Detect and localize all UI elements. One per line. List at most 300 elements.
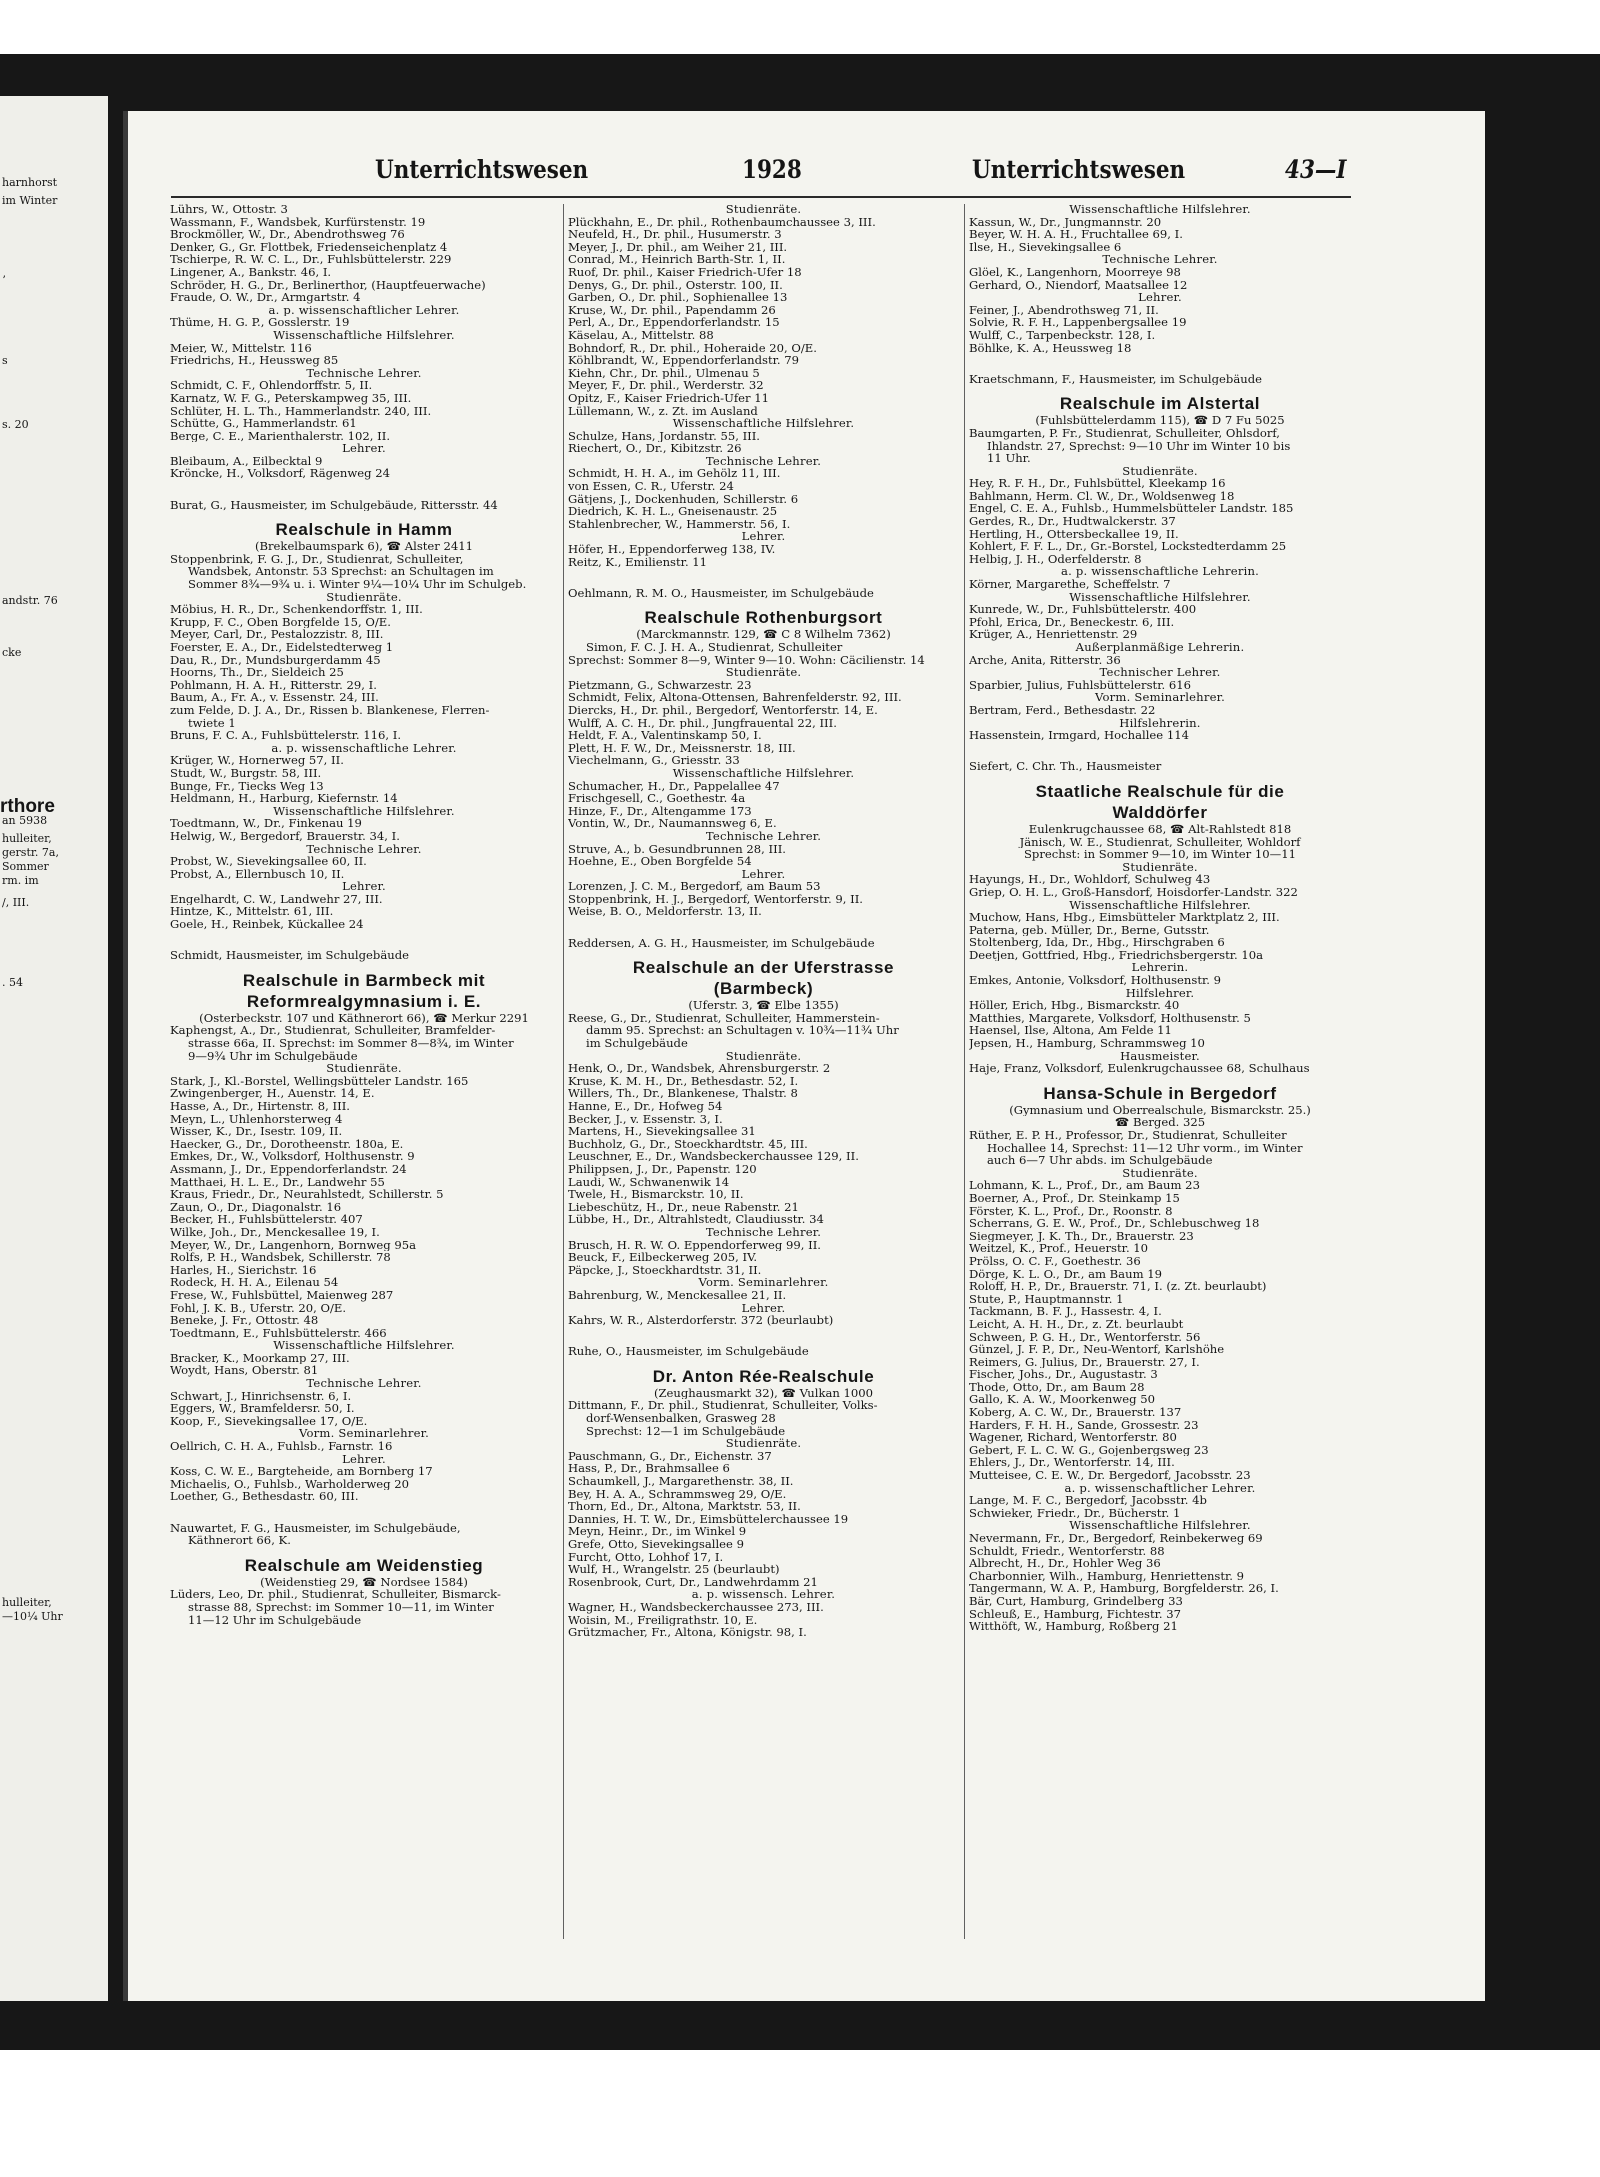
entry-line: Assmann, J., Dr., Eppendorferlandstr. 24 [170, 1162, 407, 1176]
school-title: Realschule an der Uferstrasse [632, 958, 895, 978]
entry-line: Haensel, Ilse, Altona, Am Felde 11 [969, 1024, 1172, 1038]
left-page-fragment: gerstr. 7a, [2, 846, 59, 859]
entry-line: Meyer, F., Dr. phil., Werderstr. 32 [568, 379, 764, 392]
entry-line: Zaun, O., Dr., Diagonalstr. 16 [170, 1200, 342, 1214]
entry-line: Martens, H., Sievekingsallee 31 [568, 1125, 756, 1138]
entry-line: Diedrich, K. H. L., Gneisenaustr. 25 [568, 505, 778, 518]
entry-line: Tangermann, W. A. P., Hamburg, Borgfelderstr. 26, I. [969, 1582, 1279, 1595]
left-page-fragment: an 5938 [2, 814, 48, 827]
category-heading: Wissenschaftliche Hilfslehrer. [1069, 1519, 1251, 1532]
entry-line: Reitz, K., Emilienstr. 11 [568, 555, 708, 569]
entry-line: Käselau, A., Mittelstr. 88 [568, 328, 714, 342]
school-title: Realschule am Weidenstieg [244, 1555, 484, 1575]
school-title: (Barmbeck) [713, 979, 814, 999]
entry-line: Leuschner, E., Dr., Wandsbeckerchaussee 129, II. [568, 1150, 859, 1163]
entry-line: Charbonnier, Wilh., Hamburg, Henriettenstr. 9 [969, 1569, 1245, 1583]
entry-line: Becker, H., Fuhlsbüttelerstr. 407 [170, 1213, 363, 1226]
entry-line: Sprechst: Sommer 8—9, Winter 9—10. Wohn: Cäcilienstr. 14 [568, 653, 925, 667]
left-page-fragment: andstr. 76 [2, 594, 58, 607]
entry-line: Reimers, G. Julius, Dr., Brauerstr. 27, I. [969, 1355, 1200, 1369]
school-address: (Brekelbaumspark 6), ☎ Alster 2411 [254, 540, 474, 553]
school-title: Realschule in Barmbeck mit [242, 970, 486, 990]
entry-line: Emkes, Dr., W., Volksdorf, Holthusenstr. 9 [170, 1150, 415, 1163]
entry-line: Arche, Anita, Ritterstr. 36 [969, 653, 1121, 667]
category-heading: Vorm. Seminarlehrer. [1094, 691, 1225, 704]
entry-line: Schumacher, H., Dr., Pappelallee 47 [568, 779, 780, 793]
entry-line: Bertram, Ferd., Bethesdastr. 22 [969, 703, 1156, 717]
entry-line: Fraude, O. W., Dr., Armgartstr. 4 [170, 291, 361, 304]
entry-line: Vontin, W., Dr., Naumannsweg 6, E. [568, 817, 777, 830]
entry-line: Beuck, F., Eilbeckerweg 205, IV. [568, 1251, 758, 1264]
entry-line: Jepsen, H., Hamburg, Schrammsweg 10 [969, 1037, 1205, 1050]
spacer [170, 480, 558, 493]
entry-line: Rüther, E. P. H., Professor, Dr., Studienrat, Schulleiter [969, 1129, 1287, 1142]
entry-continuation: twiete 1 [188, 716, 236, 730]
column-3 [969, 203, 1351, 1633]
entry-line: Rodeck, H. H. A., Eilenau 54 [170, 1276, 339, 1289]
school-title: Walddörfer [1112, 802, 1208, 822]
entry-line: Harles, H., Sierichstr. 16 [170, 1263, 317, 1277]
entry-line: Ruof, Dr. phil., Kaiser Friedrich-Ufer 18 [568, 265, 802, 279]
category-heading: Studienräte. [725, 1049, 802, 1063]
entry-line: Lange, M. F. C., Bergedorf, Jacobsstr. 4b [969, 1494, 1207, 1507]
entry-line: Weitzel, K., Prof., Heuerstr. 10 [969, 1242, 1149, 1255]
spacer [568, 1327, 959, 1340]
entry-line: Dau, R., Dr., Mundsburgerdamm 45 [170, 653, 381, 667]
category-heading: Wissenschaftliche Hilfslehrer. [273, 1339, 455, 1352]
entry-line: Wulff, C., Tarpenbeckstr. 128, I. [969, 328, 1156, 342]
entry-continuation: 9—9¾ Uhr im Schulgebäude [188, 1049, 358, 1063]
category-heading: Studienräte. [725, 666, 802, 679]
entry-line: Meyer, Carl, Dr., Pestalozzistr. 8, III. [170, 628, 384, 641]
entry-line: Meyer, J., Dr. phil., am Weiher 21, III. [568, 240, 788, 254]
category-heading: a. p. wissenschaftliche Lehrer. [271, 741, 457, 755]
entry-line: Haecker, G., Dr., Dorotheenstr. 180a, E. [170, 1137, 404, 1151]
school-title: Realschule Rothenburgsort [644, 608, 883, 628]
left-page-fragment: s [2, 354, 8, 367]
entry-line: Böhlke, K. A., Heussweg 18 [969, 341, 1132, 355]
entry-continuation: Sommer 8¾—9¾ u. i. Winter 9¼—10¼ Uhr im Schulgeb. [188, 578, 527, 591]
entry-line: Lohmann, K. L., Prof., Dr., am Baum 23 [969, 1179, 1200, 1192]
entry-line: Päpcke, J., Stoeckhardtstr. 31, II. [568, 1263, 762, 1277]
entry-line: Plett, H. F. W., Dr., Meissnerstr. 18, III. [568, 741, 796, 755]
entry-line: Dörge, K. L. O., Dr., am Baum 19 [969, 1267, 1162, 1281]
entry-line: Kruse, K. M. H., Dr., Bethesdastr. 52, I. [568, 1074, 799, 1088]
category-heading: Wissenschaftliche Hilfslehrer. [672, 766, 855, 780]
entry-line: Hinze, F., Dr., Altengamme 173 [568, 804, 752, 818]
entry-line: Schmidt, Hausmeister, im Schulgebäude [170, 949, 409, 962]
entry-line: Laudi, W., Schwanenwik 14 [568, 1175, 730, 1189]
school-address: (Zeughausmarkt 32), ☎ Vulkan 1000 [653, 1386, 874, 1400]
entry-line: Brockmöller, W., Dr., Abendrothsweg 76 [170, 228, 405, 241]
entry-line: Twele, H., Bismarckstr. 10, II. [568, 1188, 744, 1201]
school-address: Jänisch, W. E., Studienrat, Schulleiter, Wohldorf [1019, 835, 1301, 849]
entry-line: Leicht, A. H. H., Dr., z. Zt. beurlaubt [969, 1317, 1184, 1331]
category-heading: Technische Lehrer. [306, 842, 422, 856]
category-heading: Technische Lehrer. [306, 1377, 422, 1390]
category-heading: Technische Lehrer. [306, 366, 422, 380]
entry-line: Eggers, W., Bramfeldersr. 50, I. [170, 1402, 355, 1415]
left-page-fragment: rthore [0, 796, 55, 817]
category-heading: a. p. wissensch. Lehrer. [691, 1588, 836, 1601]
entry-line: Kiehn, Chr., Dr. phil., Ulmenau 5 [568, 366, 760, 380]
category-heading: Lehrer. [342, 880, 386, 893]
entry-line: Karnatz, W. F. G., Peterskampweg 35, III. [170, 391, 412, 405]
entry-line: Koberg, A. C. W., Dr., Brauerstr. 137 [969, 1406, 1182, 1419]
spacer [969, 742, 1351, 755]
entry-line: Bahrenburg, W., Menckesallee 21, II. [568, 1288, 787, 1302]
entry-line: Koss, C. W. E., Bargteheide, am Bornberg 17 [170, 1465, 433, 1478]
category-heading: Lehrer. [342, 442, 386, 455]
left-page-fragment: cke [2, 646, 22, 659]
category-heading: Studienräte. [725, 203, 802, 216]
entry-line: Gallo, K. A. W., Moorkenweg 50 [969, 1393, 1156, 1407]
entry-line: Schmidt, H. H. A., im Gehölz 11, III. [568, 467, 781, 481]
entry-line: Rolfs, P. H., Wandsbek, Schillerstr. 78 [170, 1251, 391, 1264]
entry-line: Hertling, H., Ottersbeckallee 19, II. [969, 527, 1179, 541]
entry-line: Beneke, J. Fr., Ottostr. 48 [170, 1314, 319, 1327]
entry-line: Thode, Otto, Dr., am Baum 28 [969, 1380, 1145, 1394]
school-title: Dr. Anton Rée-Realschule [652, 1366, 875, 1386]
entry-line: Hintze, K., Mittelstr. 61, III. [170, 905, 334, 919]
entry-line: Nauwartet, F. G., Hausmeister, im Schulgebäude, [170, 1521, 461, 1535]
entry-continuation: dorf-Wensenbalken, Grasweg 28 [586, 1412, 776, 1425]
entry-line: Höller, Erich, Hbg., Bismarckstr. 40 [969, 999, 1180, 1012]
entry-line: Hoorns, Th., Dr., Sieldeich 25 [170, 666, 344, 679]
entry-line: Hanne, E., Dr., Hofweg 54 [568, 1100, 723, 1113]
entry-line: Rosenbrook, Curt, Dr., Landwehrdamm 21 [568, 1575, 818, 1589]
entry-line: Schleuß, E., Hamburg, Fichtestr. 37 [969, 1607, 1182, 1621]
header-section-title-right: Unterrichtswesen [972, 155, 1186, 184]
category-heading: Wissenschaftliche Hilfslehrer. [672, 417, 855, 430]
entry-line: Wassmann, F., Wandsbek, Kurfürstenstr. 19 [170, 215, 426, 229]
entry-line: Kunrede, W., Dr., Fuhlsbüttelerstr. 400 [969, 603, 1197, 616]
header-page-number: 43—I [1285, 155, 1347, 184]
entry-line: Kruse, W., Dr. phil., Papendamm 26 [568, 303, 776, 317]
entry-line: Matthies, Margarete, Volksdorf, Holthusenstr. 5 [969, 1011, 1251, 1025]
school-address: (Weidenstieg 29, ☎ Nordsee 1584) [260, 1575, 468, 1589]
spacer [969, 354, 1351, 367]
entry-line: Ruhe, O., Hausmeister, im Schulgebäude [568, 1345, 809, 1358]
entry-line: Reddersen, A. G. H., Hausmeister, im Schulgebäude [568, 936, 875, 950]
entry-line: Toedtmann, W., Dr., Finkenau 19 [170, 817, 362, 830]
school-address: (Osterbeckstr. 107 und Käthnerort 66), ☎ Merkur 2291 [199, 1011, 529, 1025]
entry-line: Reese, G., Dr., Studienrat, Schulleiter, Hammerstein- [568, 1011, 880, 1025]
entry-line: Dannies, H. T. W., Dr., Eimsbüttelerchaussee 19 [568, 1512, 849, 1526]
entry-line: Schmidt, Felix, Altona-Ottensen, Bahrenfelderstr. 92, III. [568, 691, 902, 704]
category-heading: Vorm. Seminarlehrer. [298, 1427, 429, 1441]
left-page-fragment: Sommer [2, 860, 49, 873]
column-2 [568, 203, 959, 1639]
category-heading: Lehrer. [1138, 291, 1182, 304]
entry-line: Körner, Margarethe, Scheffelstr. 7 [969, 578, 1171, 591]
entry-line: Kahrs, W. R., Alsterdorferstr. 372 (beurlaubt) [568, 1314, 834, 1327]
entry-continuation: 11 Uhr. [987, 452, 1031, 465]
entry-line: Bohndorf, R., Dr. phil., Hoheraide 20, O/E. [568, 341, 817, 355]
entry-line: Bunge, Fr., Tiecks Weg 13 [170, 779, 324, 793]
entry-line: Diercks, H., Dr. phil., Bergedorf, Wentorferstr. 14, E. [568, 703, 878, 717]
left-page-fragment: s. 20 [2, 418, 29, 431]
category-heading: Technische Lehrer. [705, 1225, 822, 1239]
entry-line: Fischer, Johs., Dr., Augustastr. 3 [969, 1368, 1158, 1381]
entry-line: Pohlmann, H. A. H., Ritterstr. 29, I. [170, 678, 377, 692]
entry-line: Schmidt, C. F., Ohlendorffstr. 5, II. [170, 379, 373, 392]
entry-line: Albrecht, H., Dr., Hohler Weg 36 [969, 1557, 1161, 1570]
left-page-edge [0, 96, 108, 2001]
entry-line: Schween, P. G. H., Dr., Wentorferstr. 56 [969, 1330, 1201, 1344]
entry-line: Liebeschütz, H., Dr., neue Rabenstr. 21 [568, 1200, 799, 1214]
category-heading: Wissenschaftliche Hilfslehrer. [1069, 898, 1251, 912]
spacer [568, 568, 959, 581]
entry-line: Tackmann, B. F. J., Hassestr. 4, I. [969, 1305, 1162, 1318]
entry-line: Haje, Franz, Volksdorf, Eulenkrugchaussee 68, Schulhaus [969, 1062, 1310, 1075]
entry-line: Schwieker, Friedr., Dr., Bücherstr. 1 [969, 1506, 1181, 1520]
entry-line: Kraetschmann, F., Hausmeister, im Schulgebäude [969, 372, 1262, 386]
entry-line: Lingener, A., Bankstr. 46, I. [170, 265, 332, 279]
school-address: (Fuhlsbüttelerdamm 115), ☎ D 7 Fu 5025 [1035, 414, 1285, 427]
entry-line: Oehlmann, R. M. O., Hausmeister, im Schulgebäude [568, 586, 874, 600]
category-heading: Studienräte. [725, 1437, 802, 1450]
entry-line: Gebert, F. L. C. W. G., Gojenbergsweg 23 [969, 1443, 1209, 1457]
spacer [568, 918, 959, 931]
entry-line: Witthöft, W., Hamburg, Roßberg 21 [969, 1620, 1178, 1633]
entry-line: Harders, F. H. H., Sande, Grossestr. 23 [969, 1418, 1199, 1432]
entry-line: Deetjen, Gottfried, Hbg., Friedrichsbergerstr. 10a [969, 948, 1264, 962]
entry-line: Frese, W., Fuhlsbüttel, Maienweg 287 [170, 1288, 394, 1302]
entry-line: Stoltenberg, Ida, Dr., Hbg., Hirschgraben 6 [969, 936, 1225, 949]
column-1 [170, 203, 558, 1626]
school-address: (Uferstr. 3, ☎ Elbe 1355) [688, 999, 839, 1012]
category-heading: Hilfslehrerin. [1119, 716, 1201, 730]
entry-line: Ehlers, J., Dr., Wentorferstr. 14, III. [969, 1456, 1175, 1470]
entry-line: Stark, J., Kl.-Borstel, Wellingsbütteler Landstr. 165 [170, 1074, 469, 1088]
entry-line: Bär, Curt, Hamburg, Grindelberg 33 [969, 1594, 1183, 1608]
entry-line: Opitz, F., Kaiser Friedrich-Ufer 11 [568, 391, 769, 405]
category-heading: Studienräte. [1122, 1166, 1198, 1180]
school-title: Realschule in Hamm [275, 520, 453, 540]
school-title: Realschule im Alstertal [1059, 394, 1261, 414]
entry-line: Feiner, J., Abendrothsweg 71, II. [969, 303, 1159, 317]
entry-line: Griep, O. H. L., Groß-Hansdorf, Hoisdorfer-Landstr. 322 [969, 885, 1298, 899]
entry-line: Muchow, Hans, Hbg., Eimsbütteler Marktplatz 2, III. [969, 911, 1280, 924]
entry-line: Grefe, Otto, Sievekingsallee 9 [568, 1538, 744, 1551]
entry-line: Bruns, F. C. A., Fuhlsbüttelerstr. 116, I. [170, 729, 402, 742]
entry-continuation: Sprechst: 12—1 im Schulgebäude [586, 1424, 786, 1438]
entry-line: Zwingenberger, H., Auenstr. 14, E. [170, 1087, 375, 1100]
category-heading: Studienräte. [326, 590, 402, 604]
entry-line: Brusch, H. R. W. O. Eppendorferweg 99, II. [568, 1238, 821, 1252]
school-address: (Gymnasium und Oberrealschule, Bismarckstr. 25.) [1009, 1103, 1311, 1117]
entry-line: Conrad, M., Heinrich Barth-Str. 1, II. [568, 253, 786, 266]
entry-line: Schwart, J., Hinrichsenstr. 6, I. [170, 1389, 352, 1403]
category-heading: Technischer Lehrer. [1099, 666, 1221, 679]
category-heading: Technische Lehrer. [705, 454, 822, 468]
left-page-fragments [0, 96, 108, 2001]
entry-line: Burat, G., Hausmeister, im Schulgebäude, Rittersstr. 44 [170, 498, 498, 512]
entry-line: Gerhard, O., Niendorf, Maatsallee 12 [969, 278, 1188, 292]
entry-line: Engel, C. E. A., Fuhlsb., Hummelsbütteler Landstr. 185 [969, 502, 1294, 516]
entry-line: Viechelmann, G., Griesstr. 33 [568, 754, 740, 767]
entry-line: Michaelis, O., Fuhlsb., Warholderweg 20 [170, 1477, 410, 1491]
entry-line: Hayungs, H., Dr., Wohldorf, Schulweg 43 [969, 873, 1211, 886]
category-heading: a. p. wissenschaftlicher Lehrer. [1064, 1481, 1256, 1495]
entry-line: Schaumkell, J., Margarethenstr. 38, II. [568, 1475, 794, 1488]
category-heading: Lehrer. [741, 530, 786, 544]
entry-line: Stoppenbrink, H. J., Bergedorf, Wentorferstr. 9, II. [568, 892, 863, 906]
entry-line: Förster, K. L., Prof., Dr., Roonstr. 8 [969, 1204, 1173, 1218]
entry-line: Krupp, F. C., Oben Borgfelde 15, O/E. [170, 615, 391, 629]
entry-line: Kohlert, F. F. L., Dr., Gr.-Borstel, Lockstedterdamm 25 [969, 540, 1287, 553]
category-heading: Lehrer. [342, 1452, 386, 1466]
entry-line: Lüllemann, W., z. Zt. im Ausland [568, 404, 758, 418]
category-heading: Lehrerin. [1131, 961, 1189, 975]
category-heading: Studienräte. [1122, 464, 1198, 478]
entry-line: Woisin, M., Freiligrathstr. 10, E. [568, 1613, 758, 1627]
entry-line: Engelhardt, C. W., Landwehr 27, III. [170, 892, 383, 906]
entry-line: Meyer, W., Dr., Langenhorn, Bornweg 95a [170, 1238, 417, 1252]
entry-line: Wulff, A. C. H., Dr. phil., Jungfrauental 22, III. [568, 716, 837, 730]
entry-line: Studt, W., Burgstr. 58, III. [170, 766, 322, 780]
left-page-fragment: —10¼ Uhr [2, 1610, 63, 1623]
entry-line: Heldt, F. A., Valentinskamp 50, I. [568, 729, 762, 742]
entry-line: Hass, P., Dr., Brahmsallee 6 [568, 1462, 730, 1476]
entry-line: Plückhahn, E., Dr. phil., Rothenbaumchaussee 3, III. [568, 215, 876, 229]
entry-line: von Essen, C. R., Uferstr. 24 [568, 480, 734, 493]
entry-line: Wulf, H., Wrangelstr. 25 (beurlaubt) [568, 1563, 780, 1576]
entry-line: Krüger, A., Henriettenstr. 29 [969, 628, 1138, 641]
entry-line: Koop, F., Sievekingsallee 17, O/E. [170, 1414, 368, 1428]
entry-line: Foerster, E. A., Dr., Eidelstedterweg 1 [170, 641, 394, 654]
category-heading: Studienräte. [326, 1062, 402, 1075]
entry-line: Prölss, O. C. F., Goethestr. 36 [969, 1254, 1141, 1268]
entry-continuation: auch 6—7 Uhr abds. im Schulgebäude [987, 1154, 1213, 1167]
entry-continuation: im Schulgebäude [586, 1037, 688, 1050]
entry-line: Ilse, H., Sievekingsallee 6 [969, 240, 1122, 254]
left-page-fragment: ʼ [2, 274, 6, 287]
entry-line: Dittmann, F., Dr. phil., Studienrat, Schulleiter, Volks- [568, 1399, 878, 1413]
entry-line: Kassun, W., Dr., Jungmannstr. 20 [969, 215, 1162, 229]
header-year: 1928 [742, 155, 802, 184]
entry-line: Kraus, Friedr., Dr., Neurahlstedt, Schillerstr. 5 [170, 1188, 444, 1201]
entry-line: Henk, O., Dr., Wandsbek, Ahrensburgerstr. 2 [568, 1062, 831, 1075]
left-page-fragment: hulleiter, [2, 1596, 52, 1609]
entry-line: Pietzmann, G., Schwarzestr. 23 [568, 678, 752, 692]
entry-line: Höfer, H., Eppendorferweg 138, IV. [568, 543, 776, 556]
entry-line: Glöel, K., Langenhorn, Moorreye 98 [969, 265, 1181, 279]
category-heading: a. p. wissenschaftlicher Lehrer. [268, 303, 460, 317]
entry-continuation: 11—12 Uhr im Schulgebäude [188, 1613, 362, 1627]
spacer [170, 931, 558, 944]
school-address: ☎ Berged. 325 [1114, 1116, 1206, 1129]
entry-line: Denker, G., Gr. Flottbek, Friedenseichenplatz 4 [170, 240, 448, 254]
page-header [255, 155, 1355, 197]
category-heading: Technische Lehrer. [1102, 253, 1218, 266]
entry-continuation: Simon, F. C. J. H. A., Studienrat, Schulleiter [586, 641, 843, 654]
entry-line: Oellrich, C. H. A., Fuhlsb., Farnstr. 16 [170, 1440, 393, 1453]
entry-line: Boerner, A., Prof., Dr. Steinkamp 15 [969, 1191, 1180, 1205]
entry-line: Struve, A., b. Gesundbrunnen 28, III. [568, 842, 786, 856]
entry-line: Becker, J., v. Essenstr. 3, I. [568, 1112, 723, 1126]
entry-line: Wagener, Richard, Wentorferstr. 80 [969, 1431, 1177, 1444]
entry-continuation: Wandsbek, Antonstr. 53 Sprechst: an Schultagen im [188, 565, 494, 579]
entry-line: Lübbe, H., Dr., Altrahlstedt, Claudiusstr. 34 [568, 1213, 824, 1226]
entry-line: Bracker, K., Moorkamp 27, III. [170, 1351, 350, 1365]
entry-line: Baumgarten, P. Fr., Studienrat, Schulleiter, Ohlsdorf, [969, 426, 1280, 440]
entry-line: Probst, W., Sievekingsallee 60, II. [170, 855, 367, 868]
left-page-fragment: im Winter [2, 194, 58, 207]
left-page-fragment: rm. im [2, 874, 39, 887]
entry-line: Siegmeyer, J. K. Th., Dr., Brauerstr. 23 [969, 1229, 1194, 1243]
entry-line: Neufeld, H., Dr. phil., Husumerstr. 3 [568, 228, 782, 241]
category-heading: Außerplanmäßige Lehrerin. [1075, 641, 1245, 654]
category-heading: Hilfslehrer. [1125, 986, 1195, 1000]
entry-line: Pfohl, Erica, Dr., Beneckestr. 6, III. [969, 615, 1175, 629]
entry-line: Goele, H., Reinbek, Kückallee 24 [170, 918, 364, 931]
school-title: Reformrealgymnasium i. E. [246, 991, 482, 1011]
entry-line: Meyn, Heinr., Dr., im Winkel 9 [568, 1525, 747, 1538]
category-heading: a. p. wissenschaftliche Lehrerin. [1060, 565, 1260, 579]
entry-line: Beyer, W. H. A. H., Fruchtallee 69, I. [969, 228, 1183, 241]
entry-line: Meier, W., Mittelstr. 116 [170, 341, 312, 355]
entry-continuation: strasse 88, Sprechst: im Sommer 10—11, im Winter [188, 1600, 494, 1614]
entry-line: Lüders, Leo, Dr. phil., Studienrat, Schulleiter, Bismarck- [170, 1588, 501, 1601]
entry-line: Roloff, H. P., Dr., Brauerstr. 71, I. (z. Zt. beurlaubt) [969, 1280, 1267, 1293]
entry-line: Wagner, H., Wandsbeckerchaussee 273, III. [568, 1600, 824, 1614]
entry-line: Toedtmann, E., Fuhlsbüttelerstr. 466 [170, 1326, 387, 1340]
entry-line: Sparbier, Julius, Fuhlsbüttelerstr. 616 [969, 678, 1191, 692]
entry-continuation: Hochallee 14, Sprechst: 11—12 Uhr vorm., im Winter [987, 1141, 1303, 1155]
entry-line: Lührs, W., Ottostr. 3 [170, 203, 288, 216]
entry-line: Weise, B. O., Meldorferstr. 13, II. [568, 905, 762, 919]
school-address: Sprechst: in Sommer 9—10, im Winter 10—11 [1023, 848, 1296, 861]
school-address: Eulenkrugchaussee 68, ☎ Alt-Rahlstedt 818 [1028, 822, 1292, 836]
entry-continuation: Ihlandstr. 27, Sprechst: 9—10 Uhr im Winter 10 bis [987, 439, 1291, 453]
entry-line: Schuldt, Friedr., Wentorferstr. 88 [969, 1544, 1165, 1558]
entry-line: Grützmacher, Fr., Altona, Königstr. 98, I. [568, 1626, 807, 1639]
entry-line: Krüger, W., Hornerweg 57, II. [170, 754, 344, 767]
entry-line: Helwig, W., Bergedorf, Brauerstr. 34, I. [170, 829, 400, 843]
school-title: Hansa-Schule in Bergedorf [1043, 1083, 1277, 1103]
entry-line: Pauschmann, G., Dr., Eichenstr. 37 [568, 1449, 772, 1463]
entry-line: Baum, A., Fr. A., v. Essenstr. 24, III. [170, 691, 379, 704]
entry-line: Tschierpe, R. W. C. L., Dr., Fuhlsbüttelerstr. 229 [170, 253, 452, 266]
entry-line: Schütte, G., Hammerlandstr. 61 [170, 417, 357, 430]
left-page-fragment: harnhorst [2, 176, 58, 189]
entry-continuation: Käthnerort 66, K. [188, 1534, 291, 1547]
spacer [170, 1503, 558, 1516]
entry-line: Schlüter, H. L. Th., Hammerlandstr. 240, III. [170, 404, 432, 418]
entry-line: Fohl, J. K. B., Uferstr. 20, O/E. [170, 1301, 347, 1315]
entry-line: Scherrans, G. E. W., Prof., Dr., Schlebuschweg 18 [969, 1217, 1260, 1230]
entry-line: Siefert, C. Chr. Th., Hausmeister [969, 760, 1162, 773]
entry-line: Thüme, H. G. P., Gosslerstr. 19 [170, 316, 350, 329]
column-divider [563, 204, 564, 1939]
entry-line: Garben, O., Dr. phil., Sophienallee 13 [568, 291, 788, 304]
entry-line: Paterna, geb. Müller, Dr., Berne, Gutsstr. [969, 923, 1210, 937]
school-title: Staatliche Realschule für die [1035, 781, 1285, 801]
left-page-fragment: . 54 [2, 976, 23, 989]
category-heading: Wissenschaftliche Hilfslehrer. [273, 804, 455, 818]
category-heading: Wissenschaftliche Hilfslehrer. [1069, 203, 1251, 216]
category-heading: Lehrer. [741, 1301, 786, 1315]
entry-line: Kröncke, H., Volksdorf, Rägenweg 24 [170, 467, 391, 481]
entry-line: Furcht, Otto, Lohhof 17, I. [568, 1550, 724, 1564]
entry-line: Bahlmann, Herm. Cl. W., Dr., Woldsenweg 18 [969, 489, 1235, 503]
entry-line: Perl, A., Dr., Eppendorferlandstr. 15 [568, 316, 780, 329]
entry-line: Willers, Th., Dr., Blankenese, Thalstr. 8 [568, 1087, 798, 1100]
entry-line: Thorn, Ed., Dr., Altona, Marktstr. 53, II. [568, 1500, 801, 1513]
entry-line: Bleibaum, A., Eilbecktal 9 [170, 454, 323, 468]
